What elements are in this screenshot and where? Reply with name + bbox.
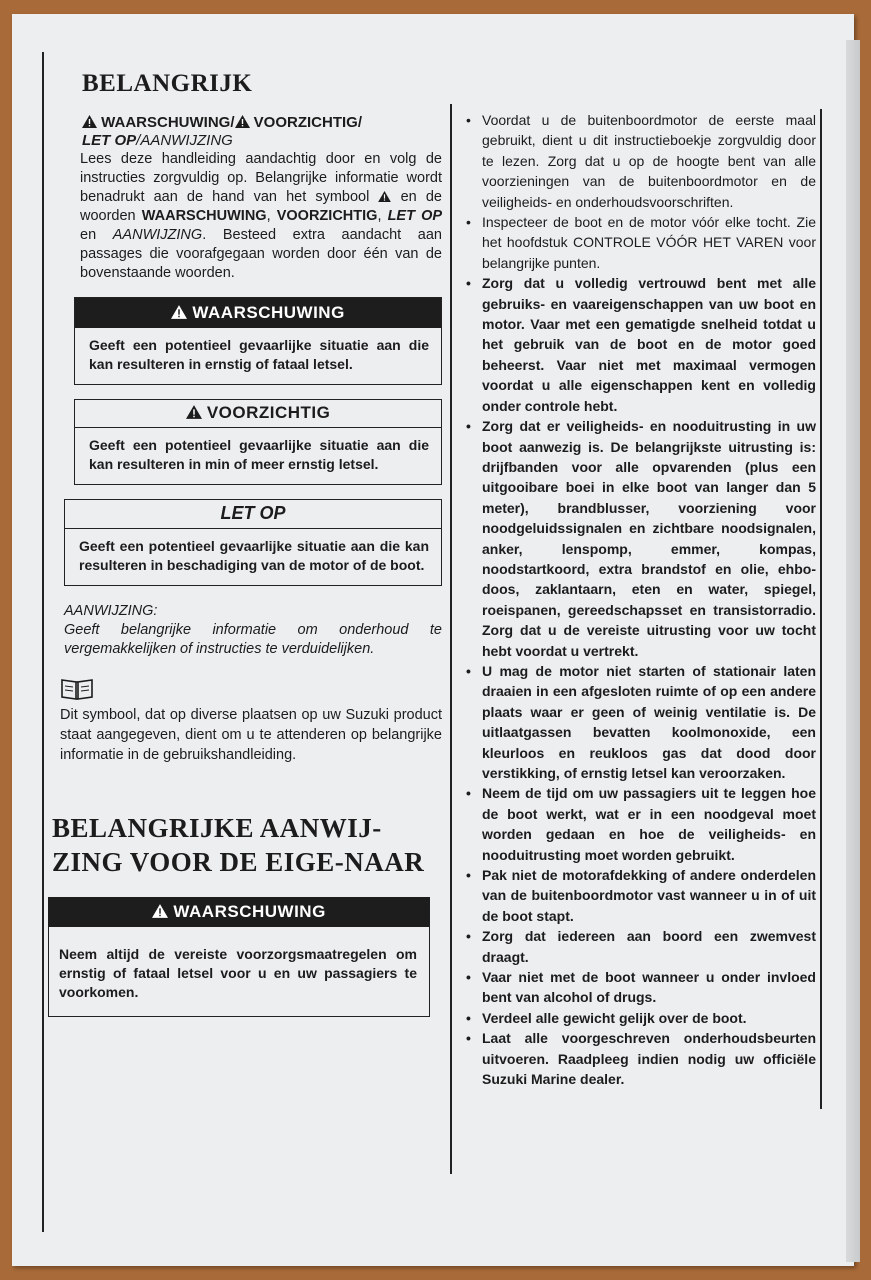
- intro-heading: [82, 114, 442, 150]
- intro-text-3: Besteed extra aandacht aan passages die voorafgegaan worden door één van de bovenstaande woorden.: [80, 227, 443, 281]
- warning-triangle-icon: [186, 405, 202, 419]
- warning-triangle-icon: [171, 305, 187, 319]
- warning-box-owner-text: Neem altijd de vereiste voorzorgsmaatregelen om ernstig of fataal letsel voor u en uw passagiers te voorkomen.: [59, 946, 417, 1000]
- warning-triangle-icon: [82, 115, 97, 128]
- warning-box-owner: [48, 897, 430, 1017]
- intro-heading-aanwijzing: /AANWIJZING: [136, 132, 233, 149]
- column-rule-left: [42, 52, 44, 1232]
- right-column: [466, 110, 816, 1090]
- caution-box: [74, 399, 442, 485]
- intro-heading-caution: VOORZICHTIG/: [253, 114, 363, 131]
- symbol-explanation: Dit symbool, dat op diverse plaatsen op uw Suzuki product staat aangegeven, dient om u te attenderen op belangrijke informatie in de gebruikshandleiding.: [60, 707, 442, 763]
- intro-text-2: en de woorden: [80, 189, 442, 224]
- aanwijzing-text: Geeft belangrijke informatie om onderhoud te vergemakkelijken of instructies te verduidelijken.: [64, 622, 442, 657]
- aanwijzing-label: AANWIJZING:: [64, 603, 158, 619]
- letop-box-title: LET OP: [65, 500, 441, 529]
- caution-box-title-text: VOORZICHTIG: [206, 403, 331, 422]
- aanwijzing-note: [64, 602, 442, 659]
- warning-box-owner-title: [48, 897, 430, 927]
- list-item: • Pak niet de motorafdekking of andere onderdelen van de buitenboordmotor vast wanneer u in of uit de boot stapt.: [466, 865, 816, 926]
- intro-word-letop: LET OP: [387, 208, 443, 224]
- intro-paragraph: Lees deze handleiding aandachtig door en volg de instructies zorgvuldig op. Belangrijke informatie wordt benadrukt aan de hand van het symbool en de woorden WAARSCHUWING, VOORZICHTIG, LET OP en AANWIJZING. Besteed extra aandacht aan passages die voorafgegaan worden door één van de bovenstaande woorden.: [80, 151, 443, 281]
- warning-triangle-icon: [235, 115, 250, 128]
- list-item: • Zorg dat er veiligheids- en nooduitrusting in uw boot aanwezig is. De belangrijkste uitrusting is: drijfbanden voor alle opvarenden (plus een uitgooibare boei in elke boot van langer dan 5 meter), brandblusser, voorziening voor noodgeluidssignalen en zichtbare noodsignalen, anker, lenspomp, emmer, kompas, noodstartkoord, extra brandstof en olie, ehbo-doos, zaklantaarn, eten en water, spiegel, roeispanen, gereedschapsset en transistorradio. Zorg dat u de vereiste uitrusting voor uw tocht hebt voordat u vertrekt.: [466, 416, 816, 661]
- list-item: • Verdeel alle gewicht gelijk over de boot.: [466, 1008, 816, 1028]
- intro-word-caution: VOORZICHTIG: [276, 208, 378, 224]
- heading-eigenaar: BELANGRIJKE AANWIJ-ZING VOOR DE EIGE-NAAR: [52, 813, 425, 877]
- intro-word-warning: WAARSCHUWING: [141, 208, 267, 224]
- list-item: • Laat alle voorgeschreven onderhoudsbeurten uitvoeren. Raadpleeg indien nodig uw officiële Suzuki Marine dealer.: [466, 1028, 816, 1089]
- list-item: • Voordat u de buitenboordmotor de eerste maal gebruikt, dient u dit instructieboekje zorgvuldig door te lezen. Zorg dat u op de hoogte bent van alle voorzieningen van de buitenboordmotor en de veiligheids- en onderhoudsvoorschriften.: [466, 110, 816, 212]
- warning-triangle-icon: [378, 191, 391, 202]
- intro-word-aanwijzing: AANWIJZING: [112, 227, 203, 243]
- list-item: • U mag de motor niet starten of stationair laten draaien in een afgesloten ruimte of op een andere plaats waar er geen of weinig ventilatie is. De uitlaatgassen bevatten koolmonoxide, een kleurloos en reukloos gas dat dood door verstikking, of ernstig letsel kan veroorzaken.: [466, 661, 816, 783]
- book-icon: [60, 677, 94, 701]
- page-stack-edge: [846, 40, 860, 1262]
- caution-box-text: Geeft een potentieel gevaarlijke situatie aan die kan resulteren in min of meer ernstig letsel.: [89, 437, 429, 472]
- intro-heading-letop: LET OP: [82, 132, 137, 149]
- warning-box-title: [75, 298, 441, 328]
- warning-box-owner-title-text: WAARSCHUWING: [173, 902, 326, 921]
- warning-triangle-icon: [152, 904, 168, 918]
- intro-heading-warning: WAARSCHUWING/: [101, 114, 235, 131]
- letop-box-text: Geeft een potentieel gevaarlijke situatie aan die kan resulteren in beschadiging van de motor of de boot.: [79, 538, 429, 573]
- column-rule-right: [820, 109, 822, 1109]
- heading-belangrijk: BELANGRIJK: [82, 70, 253, 97]
- warning-box-title-text: WAARSCHUWING: [192, 303, 345, 322]
- left-column: [52, 70, 443, 1017]
- list-item: • Zorg dat u volledig vertrouwd bent met alle gebruiks- en vaareigenschappen van uw boot en motor. Vaar met een gematigde snelheid totdat u het gebruik van de boot en de motor goed beheerst. Vaar niet met maximaal vermogen voordat u alle eigenschappen kent en volledig onder controle hebt.: [466, 273, 816, 416]
- letop-box: [64, 499, 442, 586]
- manual-page: [12, 14, 854, 1266]
- list-item: • Vaar niet met de boot wanneer u onder invloed bent van alcohol of drugs.: [466, 967, 816, 1008]
- intro-text-1: Lees deze handleiding aandachtig door en volg de instructies zorgvuldig op. Belangrijke informatie wordt benadrukt aan de hand van het symbool: [80, 151, 442, 205]
- list-item: • Inspecteer de boot en de motor vóór elke tocht. Zie het hoofdstuk CONTROLE VÓÓR HET VAREN voor belangrijke punten.: [466, 212, 816, 273]
- caution-box-title: [75, 400, 441, 428]
- list-item: • Neem de tijd om uw passagiers uit te leggen hoe de boot werkt, wat er in een noodgeval moet worden gedaan en hoe de veiligheids- en nooduitrusting moet worden gebruikt.: [466, 783, 816, 865]
- warning-box-text: Geeft een potentieel gevaarlijke situatie aan die kan resulteren in ernstig of fataal letsel.: [89, 337, 429, 372]
- column-rule-middle: [450, 104, 452, 1174]
- safety-bullet-list: [466, 110, 816, 1090]
- intro-word-en: en: [80, 227, 97, 243]
- warning-box: [74, 297, 442, 385]
- list-item: • Zorg dat iedereen aan boord een zwemvest draagt.: [466, 926, 816, 967]
